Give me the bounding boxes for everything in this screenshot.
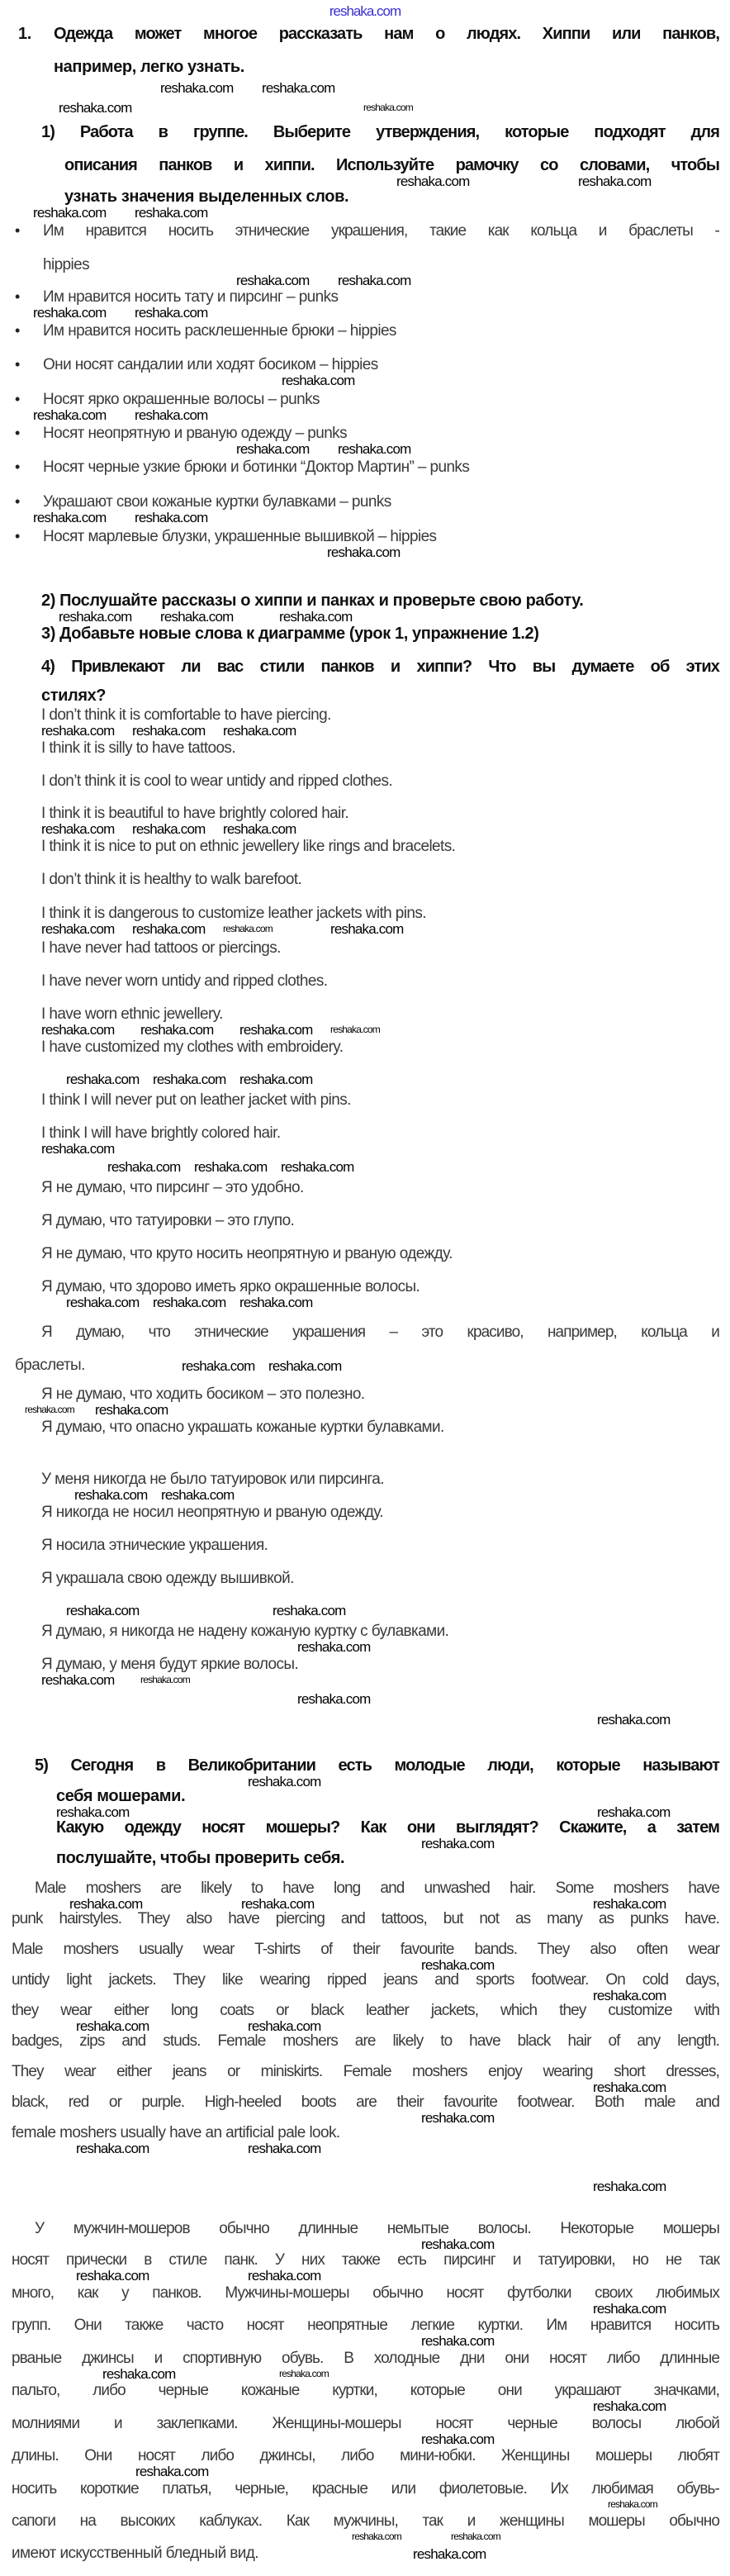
paragraph-line: носить короткие платья, черные, красные или фиолетовые. Их любимая обувь- xyxy=(12,2480,719,2498)
watermark: reshaka.com xyxy=(239,1295,313,1310)
bullet-icon: • xyxy=(15,322,21,339)
task-title: Одежда может многое рассказать нам о людях. Хиппи или панков, xyxy=(54,25,719,43)
answer-line: Я носила этнические украшения. xyxy=(41,1537,268,1554)
paragraph-line: много, как у панков. Мужчины-мошеры обычно носят футболки своих любимых xyxy=(12,2284,719,2302)
part1-instruction: 1) Работа в группе. Выберите утверждения, которые подходят для xyxy=(41,123,719,141)
watermark: reshaka.com xyxy=(236,273,310,288)
watermark: reshaka.com xyxy=(282,373,355,388)
answer-line: Я никогда не носил неопрятную и рваную одежду. xyxy=(41,1504,383,1521)
watermark: reshaka.com xyxy=(223,923,273,934)
watermark: reshaka.com xyxy=(223,723,296,739)
answer-line: У меня никогда не было татуировок или пирсинга. xyxy=(41,1471,384,1488)
bullet-icon: • xyxy=(15,528,21,544)
paragraph-line: Male moshers usually wear T-shirts of their favourite bands. They also often wear xyxy=(12,1941,719,1958)
watermark: reshaka.com xyxy=(236,441,310,457)
answer-line: I think it is silly to have tattoos. xyxy=(41,739,236,757)
watermark: reshaka.com xyxy=(451,2531,500,2542)
watermark: reshaka.com xyxy=(132,821,206,837)
answer-line: Я думаю, что опасно украшать кожаные куртки булавками. xyxy=(41,1419,444,1436)
watermark: reshaka.com xyxy=(59,609,132,625)
answer-line: Я думаю, у меня будут яркие волосы. xyxy=(41,1656,299,1673)
watermark: reshaka.com xyxy=(248,2018,321,2034)
bullet-icon: • xyxy=(15,425,21,441)
watermark: reshaka.com xyxy=(248,1774,321,1789)
watermark: reshaka.com xyxy=(161,1487,235,1503)
answer-line: I think I will have brightly colored hair. xyxy=(41,1124,281,1142)
bullet-icon: • xyxy=(15,356,21,373)
watermark: reshaka.com xyxy=(248,2141,321,2156)
watermark: reshaka.com xyxy=(248,2268,321,2284)
watermark: reshaka.com xyxy=(273,1603,346,1618)
part3-instruction: 3) Добавьте новые слова к диаграмме (урок 1, упражнение 1.2) xyxy=(41,625,539,643)
watermark: reshaka.com xyxy=(578,173,652,189)
part5-instruction: 5) Сегодня в Великобритании есть молодые люди, которые называют xyxy=(35,1756,719,1775)
watermark: reshaka.com xyxy=(66,1072,140,1087)
watermark: reshaka.com xyxy=(135,205,208,221)
watermark: reshaka.com xyxy=(33,407,107,423)
watermark: reshaka.com xyxy=(76,2268,149,2284)
watermark: reshaka.com xyxy=(268,1358,342,1374)
watermark: reshaka.com xyxy=(135,510,208,525)
watermark: reshaka.com xyxy=(327,544,401,560)
paragraph-line: молниями и заклепками. Женщины-мошеры носят черные волосы любой xyxy=(12,2415,719,2432)
answer-line: I think it is dangerous to customize leather jackets with pins. xyxy=(41,905,426,922)
paragraph-line: имеют искусственный бледный вид. xyxy=(12,2545,258,2562)
watermark: reshaka.com xyxy=(160,80,234,96)
watermark: reshaka.com xyxy=(421,1836,495,1851)
answer-line: Я не думаю, что ходить босиком – это полезно. xyxy=(41,1385,365,1403)
part5-instruction: себя мошерами. xyxy=(56,1787,186,1805)
watermark: reshaka.com xyxy=(66,1603,140,1618)
watermark: reshaka.com xyxy=(76,2141,149,2156)
watermark: reshaka.com xyxy=(352,2531,401,2542)
watermark: reshaka.com xyxy=(135,2464,209,2479)
watermark: reshaka.com xyxy=(153,1072,226,1087)
watermark: reshaka.com xyxy=(132,921,206,937)
watermark: reshaka.com xyxy=(239,1072,313,1087)
watermark: reshaka.com xyxy=(153,1295,226,1310)
watermark: reshaka.com xyxy=(41,1022,115,1038)
part5-instruction: Какую одежду носят мошеры? Как они выглядят? Скажите, а затем xyxy=(56,1818,719,1837)
watermark: reshaka.com xyxy=(76,2018,149,2034)
watermark: reshaka.com xyxy=(363,102,413,113)
watermark: reshaka.com xyxy=(33,510,107,525)
watermark: reshaka.com xyxy=(59,100,132,116)
watermark: reshaka.com xyxy=(135,407,208,423)
watermark: reshaka.com xyxy=(95,1402,168,1418)
paragraph-line: сапоги на высоких каблуках. Как мужчины, так и женщины мошеры обычно xyxy=(12,2512,719,2530)
answer-line: I don’t think it is cool to wear untidy and ripped clothes. xyxy=(41,772,393,790)
watermark: reshaka.com xyxy=(160,609,234,625)
paragraph-line: пальто, либо черные кожаные куртки, которые они украшают значками, xyxy=(12,2382,719,2399)
answer-line: Я не думаю, что круто носить неопрятную и рваную одежду. xyxy=(41,1245,453,1262)
answer-line: I have worn ethnic jewellery. xyxy=(41,1005,223,1023)
watermark: reshaka.com xyxy=(593,1988,666,2003)
part2-instruction: 2) Послушайте рассказы о хиппи и панках и проверьте свою работу. xyxy=(41,592,584,610)
watermark: reshaka.com xyxy=(421,2236,495,2252)
list-item: Им нравится носить тату и пирсинг – punks xyxy=(43,288,339,306)
watermark: reshaka.com xyxy=(262,80,335,96)
watermark: reshaka.com xyxy=(338,273,411,288)
bullet-icon: • xyxy=(15,391,21,407)
part1-instruction: описания панков и хиппи. Используйте рамочку со словами, чтобы xyxy=(64,156,719,174)
answer-line: I don’t think it is comfortable to have piercing. xyxy=(41,706,331,724)
watermark: reshaka.com xyxy=(593,2179,666,2194)
watermark: reshaka.com xyxy=(421,2333,495,2349)
paragraph-line: носят прически в стиле панк. У них также есть пирсинг и татуировки, но не так xyxy=(12,2251,719,2269)
bullet-icon: • xyxy=(15,459,21,475)
list-item: Носят черные узкие брюки и ботинки “Доктор Мартин” – punks xyxy=(43,459,470,476)
bullet-icon: • xyxy=(15,288,21,305)
watermark: reshaka.com xyxy=(74,1487,148,1503)
answer-line: браслеты. xyxy=(15,1357,85,1374)
watermark: reshaka.com xyxy=(593,2301,666,2317)
task-number: 1. xyxy=(18,25,31,43)
watermark: reshaka.com xyxy=(608,2498,657,2510)
paragraph-line: untidy light jackets. They like wearing ripped jeans and sports footwear. On cold days, xyxy=(12,1971,719,1989)
watermark: reshaka.com xyxy=(25,1404,74,1415)
answer-line: I don’t think it is healthy to walk barefoot. xyxy=(41,871,302,888)
watermark: reshaka.com xyxy=(135,305,208,321)
paragraph-line: У мужчин-мошеров обычно длинные немытые волосы. Некоторые мошеры xyxy=(35,2220,719,2237)
answer-line: I think it is beautiful to have brightly colored hair. xyxy=(41,805,349,822)
watermark: reshaka.com xyxy=(239,1022,313,1038)
list-item: Носят марлевые блузки, украшенные вышивкой – hippies xyxy=(43,528,437,545)
watermark: reshaka.com xyxy=(140,1674,190,1685)
answer-line: Я думаю, что здорово иметь ярко окрашенные волосы. xyxy=(41,1278,420,1295)
answer-line: Я думаю, что этнические украшения – это красиво, например, кольца и xyxy=(41,1324,719,1341)
list-item: Они носят сандалии или ходят босиком – hippies xyxy=(43,356,378,373)
answer-line: I have never had tattoos or piercings. xyxy=(41,939,281,957)
part5-instruction: послушайте, чтобы проверить себя. xyxy=(56,1849,345,1867)
answer-line: Я украшала свою одежду вышивкой. xyxy=(41,1570,294,1587)
paragraph-line: punk hairstyles. They also have piercing and tattoos, but not as many as punks have. xyxy=(12,1910,719,1927)
watermark: reshaka.com xyxy=(330,1024,380,1035)
watermark: reshaka.com xyxy=(421,1957,495,1973)
watermark: reshaka.com xyxy=(41,921,115,937)
watermark: reshaka.com xyxy=(140,1022,214,1038)
paragraph-line: black, red or purple. High-heeled boots are their favourite footwear. Both male and xyxy=(12,2094,719,2111)
list-item: Им нравится носить расклешенные брюки – hippies xyxy=(43,322,396,340)
answer-line: I think it is nice to put on ethnic jewellery like rings and bracelets. xyxy=(41,838,456,855)
watermark: reshaka.com xyxy=(41,723,115,739)
watermark: reshaka.com xyxy=(413,2546,486,2562)
paragraph-line: They wear either jeans or miniskirts. Female moshers enjoy wearing short dresses, xyxy=(12,2063,719,2080)
list-item: Украшают свои кожаные куртки булавками – punks xyxy=(43,493,391,511)
watermark: reshaka.com xyxy=(396,173,470,189)
list-item: Носят ярко окрашенные волосы – punks xyxy=(43,391,320,408)
watermark: reshaka.com xyxy=(194,1159,268,1175)
part4-instruction: 4) Привлекают ли вас стили панков и хиппи? Что вы думаете об этих xyxy=(41,658,719,676)
watermark: reshaka.com xyxy=(297,1639,371,1655)
list-item: Носят неопрятную и рваную одежду – punks xyxy=(43,425,347,442)
bullet-icon: • xyxy=(15,493,21,510)
answer-line: Я не думаю, что пирсинг – это удобно. xyxy=(41,1179,304,1196)
watermark: reshaka.com xyxy=(281,1159,354,1175)
watermark: reshaka.com xyxy=(41,1141,115,1157)
watermark: reshaka.com xyxy=(593,2079,666,2095)
paragraph-line: badges, zips and studs. Female moshers are likely to have black hair of any length. xyxy=(12,2032,719,2050)
answer-line: I have customized my clothes with embroidery. xyxy=(41,1038,344,1056)
watermark: reshaka.com xyxy=(107,1159,181,1175)
part1-instruction: узнать значения выделенных слов. xyxy=(64,188,349,206)
answer-line: Я думаю, я никогда не надену кожаную куртку с булавками. xyxy=(41,1623,449,1640)
answer-line: I think I will never put on leather jacket with pins. xyxy=(41,1091,351,1109)
answer-line: I have never worn untidy and ripped clothes. xyxy=(41,972,328,990)
watermark: reshaka.com xyxy=(593,1896,666,1912)
watermark: reshaka.com xyxy=(279,609,353,625)
answer-line: Я думаю, что татуировки – это глупо. xyxy=(41,1212,295,1229)
paragraph-line: they wear either long coats or black leather jackets, which they customize with xyxy=(12,2002,719,2019)
watermark: reshaka.com xyxy=(33,205,107,221)
watermark: reshaka.com xyxy=(41,821,115,837)
paragraph-line: female moshers usually have an artificial pale look. xyxy=(12,2124,340,2141)
watermark: reshaka.com xyxy=(421,2110,495,2126)
site-logo[interactable]: reshaka.com xyxy=(329,3,401,19)
paragraph-line: Male moshers are likely to have long and unwashed hair. Some moshers have xyxy=(35,1880,719,1897)
watermark: reshaka.com xyxy=(597,1804,671,1820)
watermark: reshaka.com xyxy=(330,921,404,937)
watermark: reshaka.com xyxy=(338,441,411,457)
watermark: reshaka.com xyxy=(241,1896,315,1912)
part4-instruction: стилях? xyxy=(41,687,107,705)
list-item: Им нравится носить этнические украшения, такие как кольца и браслеты - xyxy=(43,222,719,240)
watermark: reshaka.com xyxy=(69,1896,143,1912)
watermark: reshaka.com xyxy=(41,1672,115,1688)
watermark: reshaka.com xyxy=(223,821,296,837)
paragraph-line: групп. Они также часто носят неопрятные легкие куртки. Им нравится носить xyxy=(12,2317,719,2334)
watermark: reshaka.com xyxy=(66,1295,140,1310)
watermark: reshaka.com xyxy=(297,1691,371,1707)
watermark: reshaka.com xyxy=(102,2366,176,2382)
list-item: hippies xyxy=(43,256,90,273)
bullet-icon: • xyxy=(15,222,21,239)
watermark: reshaka.com xyxy=(593,2398,666,2414)
watermark: reshaka.com xyxy=(597,1712,671,1728)
paragraph-line: длины. Они носят либо джинсы, либо мини-юбки. Женщины мошеры любят xyxy=(12,2447,719,2464)
task-title: например, легко узнать. xyxy=(54,58,244,76)
watermark: reshaka.com xyxy=(56,1804,130,1820)
watermark: reshaka.com xyxy=(182,1358,255,1374)
watermark: reshaka.com xyxy=(132,723,206,739)
watermark: reshaka.com xyxy=(279,2368,329,2379)
paragraph-line: рваные джинсы и спортивную обувь. В холодные дни они носят либо длинные xyxy=(12,2350,719,2367)
watermark: reshaka.com xyxy=(33,305,107,321)
watermark: reshaka.com xyxy=(421,2431,495,2447)
